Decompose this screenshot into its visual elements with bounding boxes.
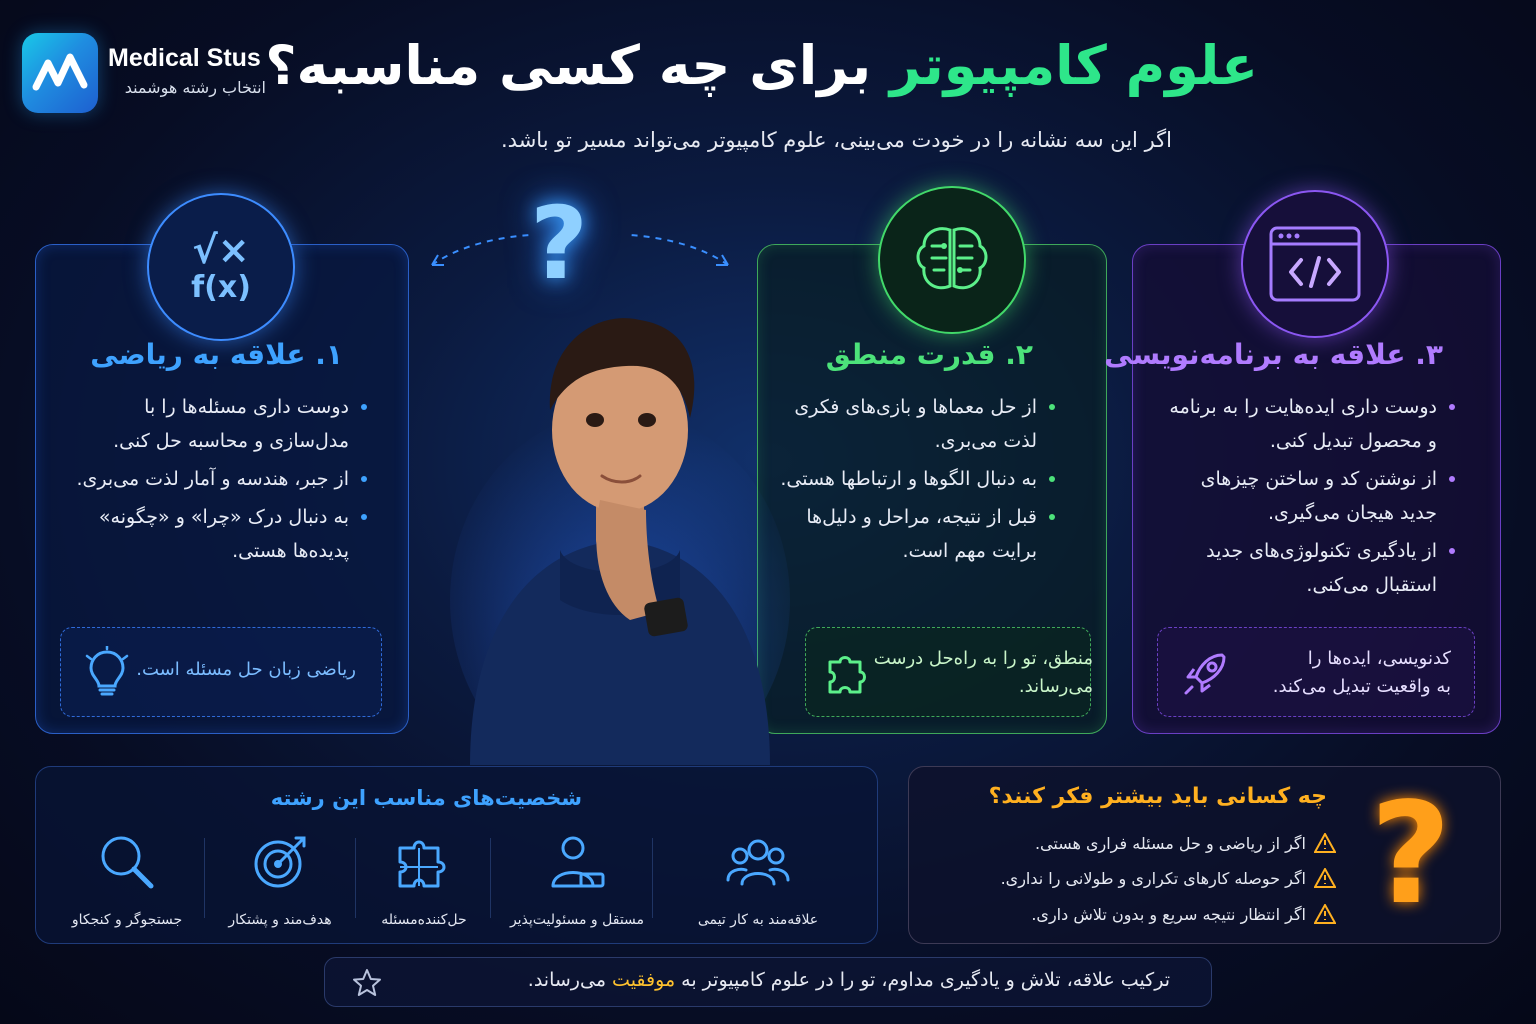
- divider: [355, 838, 356, 918]
- math-icon-top: √×: [192, 227, 250, 272]
- trait-independent: [502, 830, 652, 928]
- card-logic-note-line2: می‌رساند.: [1018, 676, 1093, 697]
- warning-icon: [1314, 833, 1336, 853]
- card-logic-note-line1: منطق، تو را به راه‌حل درست: [873, 648, 1093, 669]
- list-item: دوست داری ایده‌هایت را به برنامه و محصول تبدیل کنی.: [1159, 390, 1459, 458]
- thinking-student-illustration: [450, 300, 790, 765]
- warning-icon: [1314, 904, 1336, 924]
- divider: [204, 838, 205, 918]
- star-icon: [352, 968, 382, 998]
- orange-question-mark-icon: ?: [1370, 773, 1452, 936]
- trait-label: هدف‌مند و پشتکار: [228, 912, 332, 928]
- warning-text: اگر حوصله کارهای تکراری و طولانی را نداری.: [1000, 868, 1306, 888]
- lightbulb-icon: [85, 646, 129, 698]
- trait-goal-oriented: [205, 830, 355, 928]
- brand-logo: [22, 33, 98, 113]
- trait-teamwork: [683, 830, 833, 928]
- math-function-icon: [147, 193, 295, 341]
- trait-problem-solver: [349, 830, 499, 928]
- list-item: به دنبال درک «چرا» و «چگونه» پدیده‌ها هستی.: [71, 500, 371, 568]
- trait-label: علاقه‌مند به کار تیمی: [697, 912, 819, 928]
- list-item: دوست داری مسئله‌ها را با مدل‌سازی و محاسبه حل کنی.: [71, 390, 371, 458]
- warnings-title: چه کسانی باید بیشتر فکر کنند؟: [988, 784, 1327, 809]
- list-item: از یادگیری تکنولوژی‌های جدید استقبال می‌کنی.: [1159, 534, 1459, 602]
- brand-logo-mark-icon: [22, 33, 98, 113]
- brand-name: Medical Stus: [108, 44, 261, 72]
- page-title-highlight: علوم کامپیوتر: [889, 34, 1258, 97]
- list-item: به دنبال الگوها و ارتباطها هستی.: [779, 462, 1059, 496]
- footer-text-after: می‌رساند.: [527, 969, 613, 991]
- list-item: از نوشتن کد و ساختن چیزهای جدید هیجان می‌گیری.: [1159, 462, 1459, 530]
- rocket-icon: [1182, 647, 1232, 697]
- warning-icon: [1314, 868, 1336, 888]
- warning-item: [1031, 904, 1336, 924]
- warning-text: اگر انتظار نتیجه سریع و بدون تلاش داری.: [1031, 904, 1306, 924]
- card-math-bullets: [71, 390, 371, 572]
- card-math-note-text: ریاضی زبان حل مسئله است.: [136, 659, 356, 680]
- page-subtitle: اگر این سه نشانه را در خودت می‌بینی، علوم کامپیوتر می‌تواند مسیر تو باشد.: [501, 128, 1172, 152]
- card-programming-bullets: [1159, 390, 1459, 606]
- trait-label: حل‌کننده‌مسئله: [381, 912, 467, 928]
- math-icon-bottom: f(x): [191, 270, 251, 306]
- footer-text-before: ترکیب علاقه، تلاش و یادگیری مداوم، تو را در علوم کامپیوتر به: [675, 969, 1170, 991]
- magnifier-icon: [95, 830, 159, 894]
- code-window-icon: [1241, 190, 1389, 338]
- personalities-title: شخصیت‌های مناسب این رشته: [270, 786, 582, 810]
- question-mark-icon: ?: [530, 185, 589, 302]
- list-item: از حل معماها و بازی‌های فکری لذت می‌بری.: [779, 390, 1059, 458]
- brand-tagline: انتخاب رشته هوشمند: [124, 78, 266, 97]
- person-icon: [545, 830, 609, 894]
- puzzle-icon: [392, 830, 456, 894]
- page-title: [265, 34, 1258, 97]
- team-icon: [726, 830, 790, 894]
- trait-label: مستقل و مسئولیت‌پذیر: [509, 912, 645, 928]
- footer-text: [528, 969, 1170, 991]
- card-programming-note-text: [1273, 645, 1451, 701]
- card-logic-note-text: [874, 645, 1093, 701]
- list-item: از جبر، هندسه و آمار لذت می‌بری.: [71, 462, 371, 496]
- card-logic-bullets: [779, 390, 1059, 572]
- divider: [652, 838, 653, 918]
- trait-curious: [52, 830, 202, 928]
- card-math-title: ۱. علاقه به ریاضی: [90, 338, 343, 371]
- page-title-rest: برای چه کسی مناسبه؟: [265, 34, 890, 97]
- warning-item: [1001, 868, 1336, 888]
- brain-circuit-icon: [878, 186, 1026, 334]
- card-programming-note-line2: به واقعیت تبدیل می‌کند.: [1272, 676, 1451, 697]
- warning-text: اگر از ریاضی و حل مسئله فراری هستی.: [1034, 833, 1306, 853]
- trait-label: جستجوگر و کنجکاو: [71, 912, 183, 928]
- target-icon: [248, 830, 312, 894]
- puzzle-piece-icon: [824, 648, 872, 696]
- card-programming-note-line1: کدنویسی، ایده‌ها را: [1307, 648, 1451, 669]
- card-programming-title: ۳. علاقه به برنامه‌نویسی: [1104, 338, 1443, 371]
- warning-item: [1035, 833, 1336, 853]
- footer-text-highlight: موفقیت: [612, 969, 676, 991]
- list-item: قبل از نتیجه، مراحل و دلیل‌ها برایت مهم است.: [779, 500, 1059, 568]
- card-logic-title: ۲. قدرت منطق: [825, 338, 1033, 371]
